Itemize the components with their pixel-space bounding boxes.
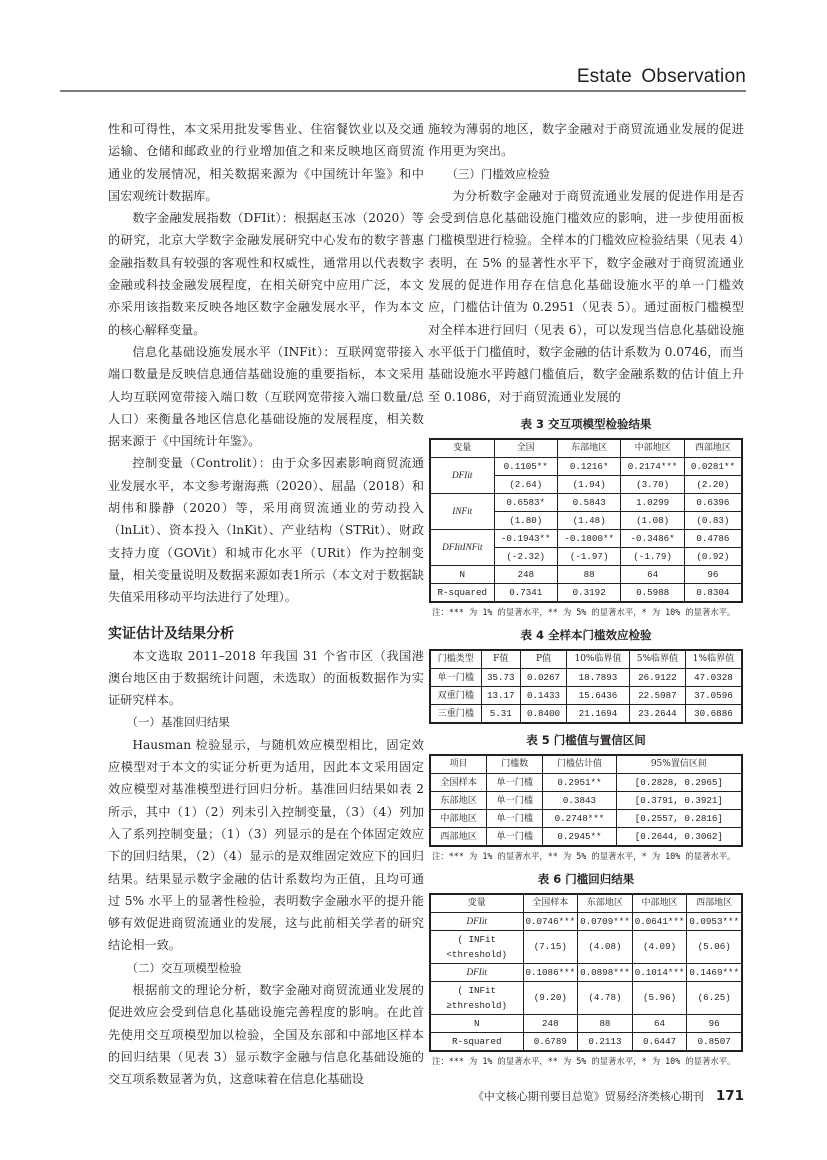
cell: 0.8507: [687, 1032, 742, 1051]
paragraph: 根据前文的理论分析，数字金融对商贸流通业发展的促进效应会受到信息化基础设施完善程度的影响。在此首先使用交互项模型加以检验，全国及东部和中部地区样本的回归结果（见表 3）显示数字金融与信息化基础设施的交互项系数显著为负，这意味着在信息化基础设: [108, 982, 424, 1087]
cell: R-squared: [430, 1032, 523, 1051]
coef-cell: 0.2174***: [621, 457, 684, 475]
table4-title: 表 4 全样本门槛效应检验: [520, 627, 652, 642]
tstat-cell: (5.96): [632, 981, 687, 1014]
cell: 35.73: [481, 668, 520, 686]
table-row: [430, 457, 742, 475]
subsection-heading: （二）交互项模型检验: [126, 960, 242, 975]
cell: 单一门槛: [487, 827, 543, 846]
header-cell: F值: [481, 650, 520, 669]
header-cell: 西部地区: [684, 439, 742, 458]
paragraph: 为分析数字金融对于商贸流通业发展的促进作用是否会受到信息化基础设施门槛效应的影响，进一步使用面板门槛模型进行检验。全样本的门槛效应检验结果（见表 4）表明，在 5% 的显著性水平下，数字金融对于商贸流通业发展的促进作用存在信息化基础设施水平的单一门槛效应，门槛估计值为 0.2951（见表 5）。通过面板门槛模型对全样本进行回归（见表 6），可以发现当信息化基础设施水平低于门槛值时，数字金融的估计系数为 0.0746，而当基础设施水平跨越门槛值后，数字金融系数的估计值上升至 0.1086，对于商贸流通业发展的: [428, 188, 744, 404]
tstat-cell: (6.25): [687, 981, 742, 1014]
tstat-cell: (5.06): [687, 930, 742, 963]
coef-cell: 0.0281**: [684, 457, 742, 475]
variable-cell: DFIit: [430, 457, 494, 493]
tstat-cell: (0.92): [684, 547, 742, 565]
table6-title: 表 6 门槛回归结果: [537, 871, 635, 886]
header-cell: 项目: [430, 755, 487, 774]
coef-cell: 0.5843: [557, 493, 620, 511]
table5-note: 注：*** 为 1% 的显著水平，** 为 5% 的显著水平，* 为 10% 的显著水平。: [432, 850, 736, 861]
tstat-cell: (1.08): [621, 511, 684, 529]
cell: 单一门槛: [487, 809, 543, 827]
table-header-row: [430, 439, 742, 458]
tstat-cell: (1.80): [494, 511, 557, 529]
cell: [0.2557, 0.2816]: [616, 809, 742, 827]
coef-cell: 0.1014***: [632, 963, 687, 981]
cell: [0.3791, 0.3921]: [616, 791, 742, 809]
table3-title: 表 3 交互项模型检验结果: [520, 416, 652, 431]
table4: [429, 649, 743, 724]
coef-cell: 0.1469***: [687, 963, 742, 981]
table5: [429, 754, 743, 847]
table6-note: 注：*** 为 1% 的显著水平，** 为 5% 的显著水平，* 为 10% 的显著水平。: [432, 1055, 736, 1066]
tstat-cell: (-1.97): [557, 547, 620, 565]
table-header-row: [430, 755, 742, 774]
header-cell: 东部地区: [578, 894, 633, 913]
table-row: [430, 963, 742, 981]
table3: [429, 438, 743, 603]
tstat-cell: (4.08): [578, 930, 633, 963]
cell: 0.1433: [520, 686, 566, 704]
tstat-cell: (0.83): [684, 511, 742, 529]
coef-cell: 0.6583*: [494, 493, 557, 511]
coef-cell: 0.1086***: [523, 963, 578, 981]
table-row: [430, 809, 742, 827]
table-row-r2: [430, 583, 742, 602]
table-header-row: [430, 650, 742, 669]
tstat-cell: (-2.32): [494, 547, 557, 565]
cell: 0.6789: [523, 1032, 578, 1051]
coef-cell: 0.0953***: [687, 912, 742, 930]
variable-cell: DFIit: [430, 912, 523, 930]
table-row: [430, 773, 742, 791]
cell: 30.6886: [685, 704, 742, 723]
cell: 13.17: [481, 686, 520, 704]
cell: 248: [523, 1014, 578, 1032]
coef-cell: 0.4786: [684, 529, 742, 547]
header-cell: 门槛估计值: [543, 755, 616, 774]
variable-cell: DFIitINFit: [430, 529, 494, 565]
header-cell: 西部地区: [687, 894, 742, 913]
page-number: 171: [715, 1088, 744, 1104]
header-cell: 10%临界值: [567, 650, 630, 669]
cell: 全国样本: [430, 773, 487, 791]
header-cell: P值: [520, 650, 566, 669]
tstat-cell: (9.20): [523, 981, 578, 1014]
table3-note: 注：*** 为 1% 的显著水平，** 为 5% 的显著水平，* 为 10% 的显著水平。: [432, 606, 736, 617]
table6: [429, 893, 743, 1052]
header-cell: 中部地区: [621, 439, 684, 458]
cell: 248: [494, 565, 557, 583]
section-heading: 实证估计及结果分析: [108, 625, 234, 642]
condition-cell: ( INFit ≥threshold): [430, 981, 523, 1014]
paragraph: 数字金融发展指数（DFIit）：根据赵玉冰（2020）等的研究，北京大学数字金融发展研究中心发布的数字普惠金融指数具有较强的客观性和权威性，通常用以代表数字金融或科技金融发展程度，在相关研究中应用广泛，本文亦采用该指数来反映各地区数字金融发展水平，作为本文的核心解释变量。: [108, 211, 424, 337]
table-row: [430, 529, 742, 547]
left-column: [108, 118, 424, 1090]
tstat-cell: (4.09): [632, 930, 687, 963]
paragraph: 信息化基础设施发展水平（INFit）：互联网宽带接入端口数量是反映信息通信基础设施的重要指标，本文采用人均互联网宽带接入端口数（互联网宽带接入端口数量/总人口）来衡量各地区信息化基础设施的发展程度，相关数据来源于《中国统计年鉴》。: [108, 344, 424, 449]
tstat-cell: (7.15): [523, 930, 578, 963]
cell: 东部地区: [430, 791, 487, 809]
journal-section-title: Estate Observation: [576, 66, 746, 87]
cell: 0.2748***: [543, 809, 616, 827]
tstat-cell: (2.20): [684, 475, 742, 493]
cell: 0.3192: [557, 583, 620, 602]
header-cell: 5%临界值: [629, 650, 685, 669]
table-row: [430, 686, 742, 704]
cell: 26.9122: [629, 668, 685, 686]
cell: 47.0328: [685, 668, 742, 686]
cell: 5.31: [481, 704, 520, 723]
cell: 96: [687, 1014, 742, 1032]
cell: 0.5988: [621, 583, 684, 602]
coef-cell: 0.1216*: [557, 457, 620, 475]
coef-cell: 1.0299: [621, 493, 684, 511]
table-row: [430, 493, 742, 511]
coef-cell: 0.1105**: [494, 457, 557, 475]
table-row: [430, 981, 742, 1014]
coef-cell: 0.0709***: [578, 912, 633, 930]
variable-cell: DFIit: [430, 963, 523, 981]
header-cell: 全国: [494, 439, 557, 458]
cell: 23.2644: [629, 704, 685, 723]
table-header-row: [430, 894, 742, 913]
page-footer: [400, 1088, 744, 1104]
cell: 21.1694: [567, 704, 630, 723]
header-cell: 门槛类型: [430, 650, 481, 669]
paragraph: 控制变量（Controlit）：由于众多因素影响商贸流通业发展水平，本文参考谢海燕（2020）、屈晶（2018）和胡伟和滕静（2020）等，采用商贸流通业的劳动投入（lnLit）、资本投入（lnKit）、产业结构（STRit）、财政支持力度（GOVit）和城市化水平（URit）作为控制变量，相关变量说明及数据来源如表1所示（本文对于数据缺失值采用移动平均法进行了处理）。: [108, 456, 424, 605]
cell: 88: [557, 565, 620, 583]
coef-cell: 0.0898***: [578, 963, 633, 981]
right-column: [428, 118, 744, 1068]
cell: 37.0596: [685, 686, 742, 704]
cell: [0.2828, 0.2965]: [616, 773, 742, 791]
header-cell: 变量: [430, 894, 523, 913]
coef-cell: 0.0641***: [632, 912, 687, 930]
cell: 三重门槛: [430, 704, 481, 723]
cell: 15.6436: [567, 686, 630, 704]
header-cell: 95%置信区间: [616, 755, 742, 774]
cell: 0.8400: [520, 704, 566, 723]
table-row: [430, 668, 742, 686]
header-cell: 全国样本: [523, 894, 578, 913]
coef-cell: 0.0746***: [523, 912, 578, 930]
cell: 0.2945**: [543, 827, 616, 846]
table-row: [430, 912, 742, 930]
subsection-heading: （一）基准回归结果: [126, 715, 230, 730]
cell: 0.3843: [543, 791, 616, 809]
header-cell: 中部地区: [632, 894, 687, 913]
variable-cell: INFit: [430, 493, 494, 529]
tstat-cell: (3.70): [621, 475, 684, 493]
coef-cell: -0.3486*: [621, 529, 684, 547]
subsection-heading: （三）门槛效应检验: [446, 166, 550, 181]
tstat-cell: (2.64): [494, 475, 557, 493]
cell: 0.2951**: [543, 773, 616, 791]
cell: N: [430, 1014, 523, 1032]
coef-cell: 0.6396: [684, 493, 742, 511]
cell: 双重门槛: [430, 686, 481, 704]
tstat-cell: (1.48): [557, 511, 620, 529]
table5-title: 表 5 门槛值与置信区间: [526, 732, 646, 747]
paragraph: Hausman 检验显示，与随机效应模型相比，固定效应模型对于本文的实证分析更为适用，因此本文采用固定效应模型对基准模型进行回归分析。基准回归结果如表 2 所示，其中（1）（2）列未引入控制变量，（3）（4）列加入了系列控制变量；（1）（3）列显示的是在个体固定效应下的回归结果，（2）（4）显示的是双维固定效应下的回归结果。结果显示数字金融的估计系数均为正值，且均可通过 5% 水平上的显著性检验，表明数字金融水平的提升能够有效促进商贸流通业的发展，这与此前相关学者的研究结论相一致。: [108, 737, 424, 953]
table-row: [430, 791, 742, 809]
cell: 18.7893: [567, 668, 630, 686]
table-row-n: [430, 565, 742, 583]
paragraph: 施较为薄弱的地区，数字金融对于商贸流通业发展的促进作用更为突出。: [428, 122, 744, 159]
cell: 中部地区: [430, 809, 487, 827]
table-row: [430, 930, 742, 963]
cell: 单一门槛: [487, 791, 543, 809]
tstat-cell: (4.78): [578, 981, 633, 1014]
coef-cell: -0.1800**: [557, 529, 620, 547]
cell: 单一门槛: [487, 773, 543, 791]
cell: 96: [684, 565, 742, 583]
header-cell: 变量: [430, 439, 494, 458]
header-cell: 东部地区: [557, 439, 620, 458]
table-row-r2: [430, 1032, 742, 1051]
tstat-cell: (1.94): [557, 475, 620, 493]
cell: 单一门槛: [430, 668, 481, 686]
condition-cell: ( INFit <threshold): [430, 930, 523, 963]
cell: 0.0267: [520, 668, 566, 686]
paragraph: 本文选取 2011–2018 年我国 31 个省市区（我国港澳台地区由于数据统计问题，未选取）的面板数据作为实证研究样本。: [108, 648, 424, 708]
table-row-n: [430, 1014, 742, 1032]
cell: 22.5987: [629, 686, 685, 704]
paragraph: 性和可得性，本文采用批发零售业、住宿餐饮业以及交通运输、仓储和邮政业的行业增加值之和来反映地区商贸流通业的发展情况，相关数据来源为《中国统计年鉴》和中国宏观统计数据库。: [108, 122, 424, 203]
cell: [0.2644, 0.3062]: [616, 827, 742, 846]
cell: N: [430, 565, 494, 583]
cell: 0.8304: [684, 583, 742, 602]
coef-cell: -0.1943**: [494, 529, 557, 547]
cell: 88: [578, 1014, 633, 1032]
table-row: [430, 704, 742, 723]
header-cell: 1%临界值: [685, 650, 742, 669]
header-cell: 门槛数: [487, 755, 543, 774]
cell: 0.7341: [494, 583, 557, 602]
cell: 0.6447: [632, 1032, 687, 1051]
header-divider: [60, 90, 746, 92]
table-row: [430, 827, 742, 846]
cell: R-squared: [430, 583, 494, 602]
cell: 0.2113: [578, 1032, 633, 1051]
tstat-cell: (-1.79): [621, 547, 684, 565]
cell: 64: [621, 565, 684, 583]
footer-journal-text: 《中文核心期刊要目总览》贸易经济类核心期刊: [472, 1090, 704, 1103]
cell: 西部地区: [430, 827, 487, 846]
cell: 64: [632, 1014, 687, 1032]
